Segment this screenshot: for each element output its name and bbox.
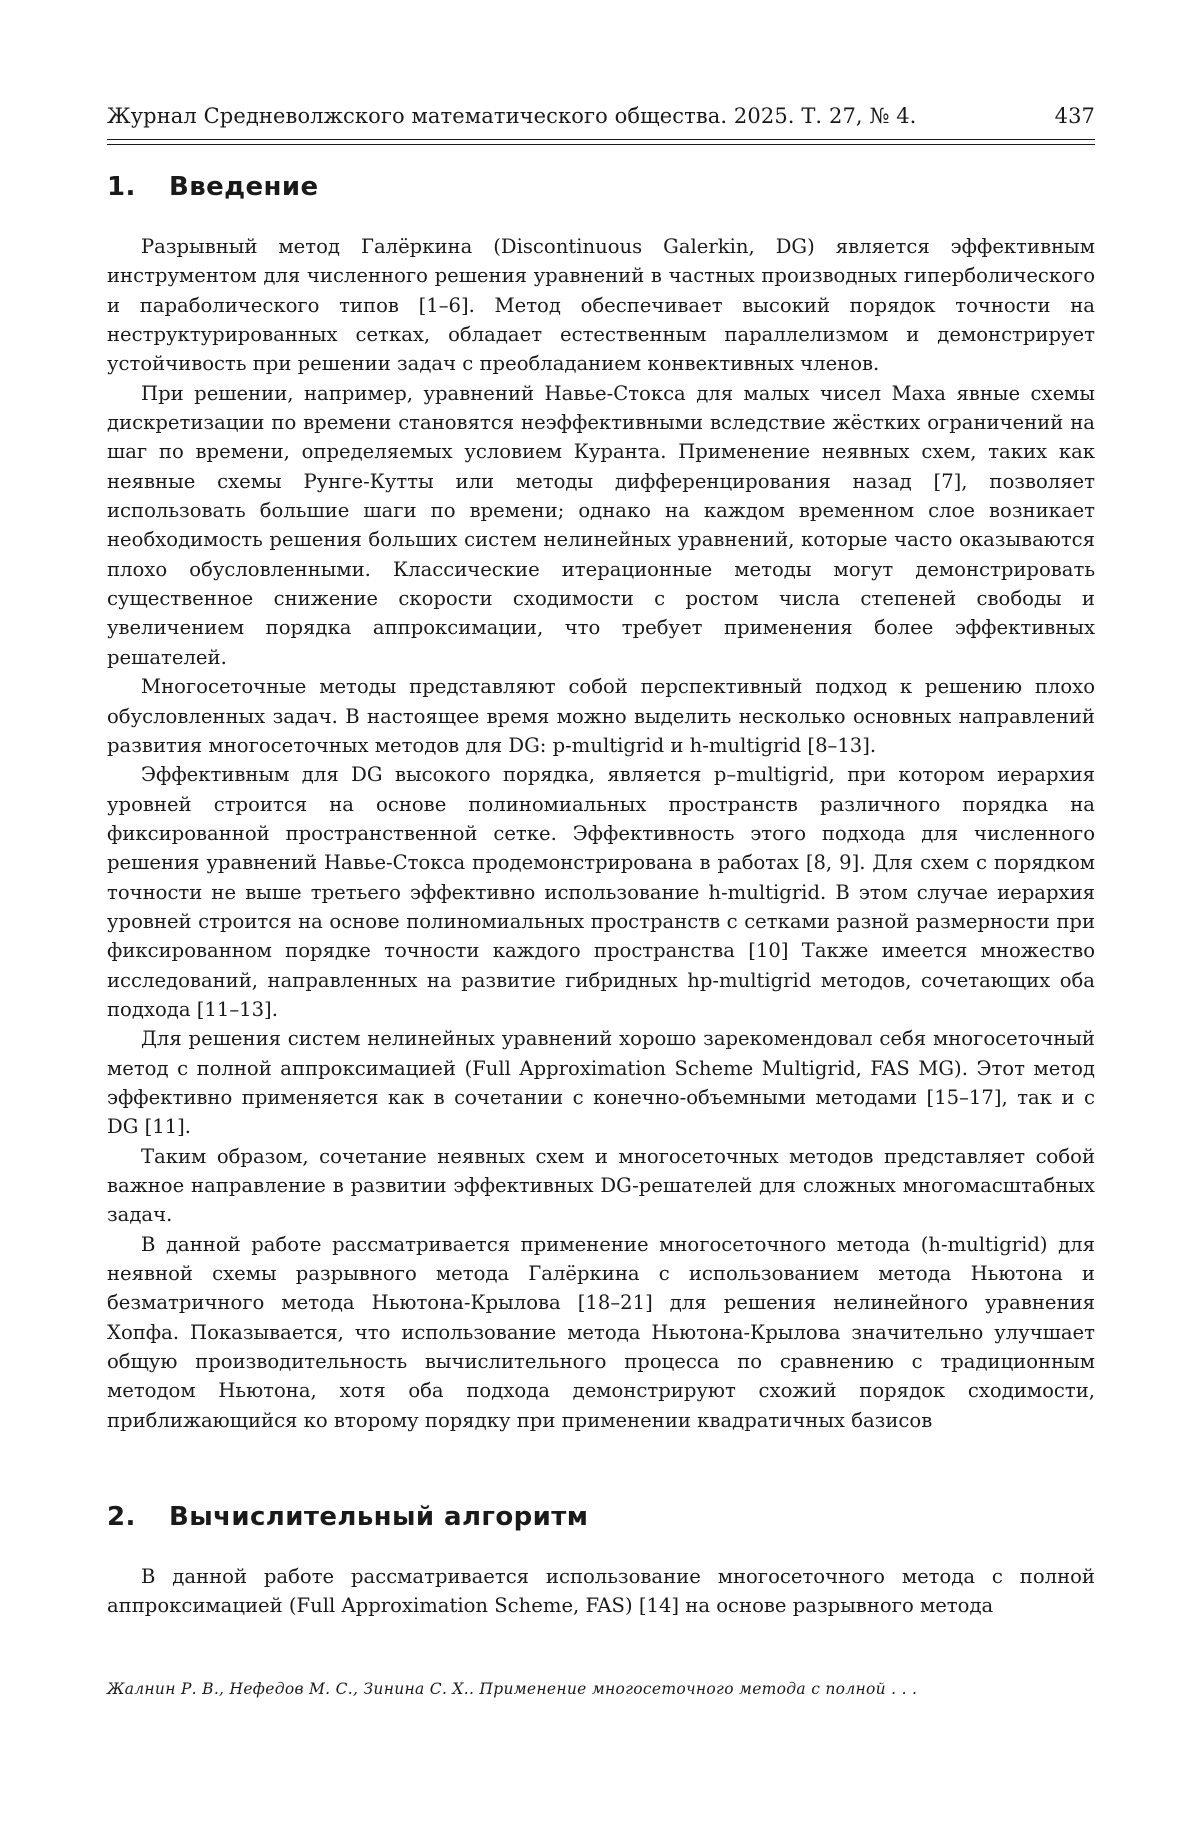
section-number: 1. [107, 172, 136, 202]
paragraph: Таким образом, сочетание неявных схем и многосеточных методов представляет собой важное направление в развитии эффективных DG-решателей для сложных многомасштабных задач. [107, 1144, 1095, 1227]
section-algorithm-body [107, 1562, 1095, 1621]
paragraph: Эффективным для DG высокого порядка, является p–multigrid, при котором иерархия уровней строится на основе полиномиальных пространств различного порядка на фиксированной пространственной сетке. Эффективность этого подхода для численного решения уравнений Навье-Стокса продемонстрирована в работах [8, 9]. Для схем с порядком точности не выше третьего эффективно использование h-multigrid. В этом случае иерархия уровней строится на основе полиномиальных пространств с сетками разной размерности при фиксированном порядке точности каждого пространства [10] Также имеется множество исследований, направленных на развитие гибридных hp-multigrid методов, сочетающих оба подхода [11–13]. [107, 763, 1095, 1021]
header-double-rule [107, 139, 1095, 145]
paragraph: Для решения систем нелинейных уравнений хорошо зарекомендовал себя многосеточный метод с полной аппроксимацией (Full Approximation Scheme Multigrid, FAS MG). Этот метод эффективно применяется как в сочетании с конечно-объемными методами [15–17], так и с DG [11]. [107, 1027, 1095, 1139]
section-heading-algorithm [107, 1502, 1095, 1532]
footer-citation: Жалнин Р. В., Нефедов М. С., Зинина С. Х.. Применение многосеточного метода с полной . . . [107, 1680, 918, 1698]
section-heading-introduction [107, 172, 1095, 202]
journal-page [107, 0, 1095, 1835]
paragraph: При решении, например, уравнений Навье-Стокса для малых чисел Маха явные схемы дискретизации по времени становятся неэффективными вследствие жёстких ограничений на шаг по времени, определяемых условием Куранта. Применение неявных схем, таких как неявные схемы Рунге-Кутты или методы дифференцирования назад [7], позволяет использовать большие шаги по времени; однако на каждом временном слое возникает необходимость решения больших систем нелинейных уравнений, которые часто оказываются плохо обусловленными. Классические итерационные методы могут демонстрировать существенное снижение скорости сходимости с ростом числа степеней свободы и увеличением порядка аппроксимации, что требует применения более эффективных решателей. [107, 381, 1095, 669]
paragraph: В данной работе рассматривается применение многосеточного метода (h-multigrid) для неявной схемы разрывного метода Галёркина с использованием метода Ньютона и безматричного метода Ньютона-Крылова [18–21] для решения нелинейного уравнения Хопфа. Показывается, что использование метода Ньютона-Крылова значительно улучшает общую производительность вычислительного процесса по сравнению с традиционным методом Ньютона, хотя оба подхода демонстрируют схожий порядок сходимости, приближающийся ко второму порядку при применении квадратичных базисов [107, 1232, 1095, 1432]
journal-title: Журнал Средневолжского математического общества. 2025. Т. 27, № 4. [107, 104, 917, 128]
paragraph: Многосеточные методы представляют собой перспективный подход к решению плохо обусловленных задач. В настоящее время можно выделить несколько основных направлений развития многосеточных методов для DG: p-multigrid и h-multigrid [8–13]. [107, 675, 1095, 757]
running-header [107, 104, 1095, 128]
paragraph: В данной работе рассматривается использование многосеточного метода с полной аппроксимацией (Full Approximation Scheme, FAS) [14] на основе разрывного метода [107, 1565, 1095, 1618]
section-title: Введение [169, 172, 319, 202]
section-number: 2. [107, 1502, 136, 1532]
section-title: Вычислительный алгоритм [169, 1502, 589, 1532]
page-number: 437 [1054, 104, 1095, 128]
paragraph: Разрывный метод Галёркина (Discontinuous Galerkin, DG) является эффективным инструментом для численного решения уравнений в частных производных гиперболического и параболического типов [1–6]. Метод обеспечивает высокий порядок точности на неструктурированных сетках, обладает естественным параллелизмом и демонстрирует устойчивость при решении задач с преобладанием конвективных членов. [107, 235, 1095, 376]
section-introduction-body [107, 232, 1095, 1435]
